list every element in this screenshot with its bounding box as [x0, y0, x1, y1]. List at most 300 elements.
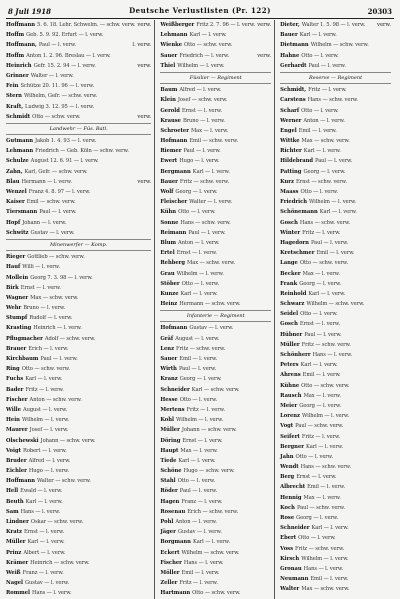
list-entry: [280, 462, 391, 472]
entry-name: Kühne: [280, 382, 300, 389]
list-entry: [280, 513, 391, 523]
entry-status: verw.: [377, 22, 391, 28]
entry-details: Fritz — l. verw.: [186, 406, 225, 413]
entry-name: Krause: [160, 117, 181, 124]
list-entry: [160, 20, 271, 30]
entry-details: Max — l. verw.: [180, 447, 218, 454]
entry-details: Adolf — schw. verw.: [44, 335, 96, 342]
list-entry: [6, 30, 151, 40]
list-entry: [6, 273, 151, 283]
entry-name: Baum: [160, 87, 178, 94]
entry-details: Franz 4. 8. 97 — l. verw.: [28, 189, 91, 195]
entry-name: Schönemann: [280, 209, 318, 216]
list-entry: [6, 177, 151, 187]
entry-name: Nagel: [6, 580, 24, 587]
entry-name: Rommel: [6, 590, 31, 597]
entry-details: Karl — l. verw.: [300, 362, 338, 369]
list-entry: [6, 476, 151, 486]
list-entry: [280, 584, 391, 594]
entry-details: Karl — l. verw.: [192, 168, 230, 175]
entry-name: Kranz: [160, 376, 178, 383]
entry-name: Gronau: [280, 565, 302, 572]
entry-details: Emil — l. verw.: [310, 576, 349, 583]
entry-name: Dieter,: [280, 22, 300, 28]
list-entry: [6, 146, 151, 156]
entry-name: Stöber: [160, 280, 180, 287]
list-entry: [6, 415, 151, 425]
entry-name: Bruder: [6, 457, 27, 464]
entry-details: Johann — schw. verw.: [181, 427, 237, 434]
list-entry: [280, 218, 391, 228]
entry-name: Hoffmann: [6, 22, 36, 28]
entry-details: Rudolf — l. verw.: [29, 315, 73, 322]
entry-name: Kratz: [6, 529, 22, 536]
entry-name: Pflugmacher: [6, 335, 43, 342]
entry-details: Otto — l. verw.: [301, 52, 339, 59]
entry-name: Birk: [6, 284, 19, 291]
entry-details: Willi — l. verw.: [22, 264, 60, 271]
list-entry: [160, 578, 271, 588]
entry-name: Rieger: [6, 254, 26, 261]
list-entry: [160, 466, 271, 476]
list-entry: [6, 354, 151, 364]
entry-name: Schmidt: [6, 113, 31, 120]
entry-name: Krämer: [6, 559, 29, 566]
list-entry: [6, 293, 151, 303]
entry-details: Hans — l. verw.: [303, 565, 344, 572]
column-2: [160, 20, 275, 599]
entry-details: Alfred — l. verw.: [179, 87, 222, 94]
list-entry: [6, 81, 151, 91]
section-heading: Landwehr — Füs. Batl.: [6, 123, 151, 135]
entry-details: Gustav — l. verw.: [30, 229, 75, 236]
entry-details: Hans — schw. verw.: [299, 219, 351, 226]
list-entry: [6, 91, 151, 101]
entry-name: Rehberg: [160, 260, 186, 267]
entry-details: Ernst — l. verw.: [176, 250, 217, 257]
entry-details: Erich — l. verw.: [28, 345, 69, 352]
entry-status: verw.: [137, 113, 152, 120]
entry-name: Neumann: [280, 576, 309, 583]
list-entry: [6, 588, 151, 598]
entry-name: Hartmann: [160, 590, 191, 597]
entry-name: Hoffmann: [6, 478, 36, 485]
list-entry: [280, 40, 391, 50]
entry-details: Hans — l. verw.: [183, 559, 224, 566]
list-entry: [6, 323, 151, 333]
list-entry: [160, 436, 271, 446]
entry-details: Paul — l. verw.: [39, 209, 77, 216]
entry-name: Kirsch: [280, 555, 300, 562]
list-entry: [280, 95, 391, 105]
list-entry: [6, 537, 151, 547]
list-entry: [280, 228, 391, 238]
entry-details: Fritz — schw. verw.: [295, 545, 345, 552]
entry-details: Anton — l. verw.: [175, 519, 217, 525]
entry-details: Karl — l. verw.: [178, 457, 216, 464]
list-entry: [160, 548, 271, 558]
entry-details: August 12. 6. 91 — l. verw.: [30, 158, 99, 165]
list-entry: [280, 126, 391, 136]
entry-name: Schwitz: [6, 229, 29, 236]
entry-name: Carstens: [280, 97, 306, 104]
entry-name: Gosch: [280, 321, 298, 328]
list-entry: [160, 558, 271, 568]
entry-details: Emil — l. verw.: [316, 250, 355, 257]
list-entry: [6, 558, 151, 568]
entry-details: Gustav — l. verw.: [177, 529, 222, 536]
entry-name: Weißberger: [160, 22, 195, 28]
entry-details: Anton 1. 2. 96. Breslau — l. verw.: [26, 52, 111, 59]
entry-details: Hans — schw. verw.: [180, 219, 231, 226]
list-entry: [160, 136, 271, 146]
entry-details: Hugo — schw. verw.: [183, 468, 235, 475]
entry-name: Ring: [6, 366, 20, 373]
list-entry: [160, 218, 271, 228]
list-entry: [6, 167, 151, 177]
entry-name: Thiel: [160, 62, 176, 69]
entry-details: Gustav — l. verw.: [189, 325, 234, 332]
entry-details: Otto — l. verw.: [181, 280, 220, 287]
list-entry: [280, 146, 391, 156]
entry-name: Scharf: [280, 107, 300, 114]
list-entry: [280, 30, 391, 40]
entry-details: Hans — l. verw.: [312, 352, 353, 358]
entry-name: Rausch: [280, 392, 302, 399]
entry-details: Anton — schw. verw.: [29, 396, 82, 403]
list-entry: [6, 262, 151, 272]
entry-details: Hans — schw. verw.: [307, 97, 358, 104]
entry-details: Paul — l. verw.: [310, 239, 349, 246]
list-entry: [280, 269, 391, 279]
entry-details: Ernst — schw. verw.: [296, 178, 347, 185]
page-header: [6, 6, 394, 19]
entry-details: Wilhelm — l. verw.: [309, 199, 357, 206]
entry-details: Johann — schw. verw.: [40, 437, 96, 444]
entry-details: Otto — l. verw.: [178, 209, 216, 216]
list-entry: [280, 544, 391, 554]
list-entry: [160, 269, 271, 279]
list-entry: [280, 197, 391, 207]
list-entry: [280, 554, 391, 564]
list-entry: [160, 177, 271, 187]
list-entry: [280, 20, 391, 30]
entry-name: Borgmann: [160, 539, 191, 546]
entry-details: Georg — l. verw.: [299, 280, 342, 287]
entry-details: Walter 1. 5. 98 — l. verw.: [301, 22, 366, 28]
entry-name: Walter: [280, 586, 300, 593]
entry-name: Mertens: [160, 406, 185, 413]
list-entry: [160, 51, 271, 61]
entry-name: Bergner: [280, 443, 304, 450]
entry-details: Otto — l. verw.: [301, 107, 339, 114]
entry-details: Hans — l. verw.: [20, 508, 61, 515]
entry-name: Weiß: [6, 569, 21, 576]
entry-name: Sam: [6, 508, 19, 515]
list-entry: [6, 334, 151, 344]
entry-name: Döring: [160, 437, 181, 444]
list-entry: [160, 497, 271, 507]
section-heading: Infanterie — Regiment: [160, 310, 271, 322]
list-entry: [6, 197, 151, 207]
entry-name: Heinz: [160, 301, 178, 308]
list-entry: [160, 299, 271, 309]
entry-name: Vogt: [280, 423, 294, 430]
list-entry: [160, 61, 271, 71]
list-entry: [160, 354, 271, 364]
list-entry: [160, 385, 271, 395]
text-columns: [6, 20, 394, 597]
entry-name: Hahne: [280, 52, 300, 59]
entry-details: Otto — l. verw.: [177, 478, 216, 485]
entry-name: Bauer: [280, 32, 298, 39]
list-entry: [280, 432, 391, 442]
entry-details: Otto — schw. verw.: [299, 260, 349, 267]
entry-name: Schneider: [160, 386, 190, 393]
entry-name: Eichler: [6, 468, 27, 475]
list-entry: [280, 330, 391, 340]
entry-name: Kirchbaum: [6, 356, 39, 362]
entry-details: Ernst — l. verw.: [296, 474, 337, 481]
entry-details: Gustav — l. verw.: [25, 580, 69, 587]
list-entry: [280, 106, 391, 116]
entry-name: Schroeter: [160, 127, 189, 134]
entry-name: Maass: [280, 189, 299, 195]
entry-details: Max — l. verw.: [303, 494, 341, 501]
list-entry: [6, 136, 151, 146]
entry-details: Hans — l. verw.: [32, 590, 72, 597]
list-entry: [160, 167, 271, 177]
entry-details: Fritz — schw. verw.: [176, 345, 226, 352]
entry-name: Albrecht: [280, 484, 306, 491]
entry-name: Gerold: [160, 107, 180, 114]
list-entry: [160, 197, 271, 207]
entry-details: Franz — l. verw.: [181, 498, 223, 505]
list-entry: [160, 258, 271, 268]
list-entry: [160, 446, 271, 456]
entry-details: Erich — schw. verw.: [187, 508, 238, 515]
entry-details: Gefr. 15. 2. 94 — l. verw.: [33, 62, 96, 69]
entry-name: Kurz: [280, 178, 294, 185]
column-3: [280, 20, 394, 599]
entry-details: Wilhelm — schw. verw.: [310, 42, 369, 49]
entry-details: Ernst — l. verw.: [20, 284, 61, 291]
entry-details: Paul — l. verw.: [179, 488, 218, 495]
entry-name: Hennig: [280, 494, 302, 501]
list-entry: [280, 340, 391, 350]
list-entry: [280, 360, 391, 370]
entry-name: Reimann: [160, 229, 187, 236]
list-entry: [6, 374, 151, 384]
list-entry: [160, 228, 271, 238]
entry-details: Fritz — l. verw.: [301, 433, 341, 440]
list-entry: [160, 456, 271, 466]
entry-details: Max — schw. verw.: [301, 138, 350, 145]
entry-details: Georg — l. verw.: [303, 168, 346, 175]
entry-details: Emil — schw. verw.: [26, 199, 76, 206]
entry-details: Otto — schw. verw.: [192, 590, 241, 597]
list-entry: [280, 279, 391, 289]
entry-name: Hell: [6, 488, 19, 495]
entry-name: Frank: [280, 280, 298, 287]
entry-details: Karl — l. verw.: [180, 290, 218, 297]
entry-details: Fritz — l. verw.: [308, 87, 347, 94]
list-entry: [160, 334, 271, 344]
entry-status: verw.: [137, 178, 152, 185]
entry-name: Hildebrand: [280, 158, 314, 165]
entry-status: verw.: [137, 62, 152, 69]
list-entry: [160, 323, 271, 333]
entry-name: Lehmann: [160, 32, 188, 39]
entry-details: Otto — l. verw.: [295, 453, 333, 460]
entry-details: Robert — l. verw.: [23, 447, 67, 454]
entry-name: Ewert: [160, 158, 178, 165]
entry-name: Wolf: [160, 189, 174, 195]
entry-name: Schöne: [160, 468, 182, 475]
list-entry: [160, 156, 271, 166]
entry-name: Schneider: [280, 525, 310, 532]
entry-details: Wilhelm — schw. verw.: [181, 549, 240, 556]
entry-status: verw.: [257, 22, 272, 28]
entry-name: Zahn,: [6, 168, 23, 175]
entry-details: Oskar — schw. verw.: [30, 519, 84, 525]
list-entry: [6, 303, 151, 313]
list-entry: [6, 436, 151, 446]
entry-name: Kraft,: [6, 103, 24, 110]
list-entry: [6, 466, 151, 476]
list-entry: [160, 238, 271, 248]
list-entry: [6, 456, 151, 466]
entry-details: Paul — l. verw.: [188, 229, 226, 236]
entry-details: Bruno — l. verw.: [23, 305, 66, 312]
entry-name: Schönherr: [280, 352, 311, 358]
entry-details: Karl — schw. verw.: [191, 386, 240, 393]
section-heading: Füsilier — Regiment: [160, 72, 271, 84]
list-entry: [160, 527, 271, 537]
entry-name: Gerhardt: [280, 62, 307, 69]
entry-details: Otto — schw. verw.: [184, 42, 233, 49]
list-entry: [280, 472, 391, 482]
entry-name: Fischer: [160, 559, 182, 566]
entry-details: Wilhelm — l. verw.: [177, 62, 225, 69]
list-entry: [280, 156, 391, 166]
entry-details: Fritz — schw. verw.: [179, 178, 230, 185]
list-entry: [280, 411, 391, 421]
entry-details: Hermann — schw. verw.: [179, 301, 241, 308]
list-entry: [160, 405, 271, 415]
list-entry: [280, 319, 391, 329]
entry-name: Sauer: [160, 52, 178, 59]
list-entry: [6, 486, 151, 496]
entry-details: Heinrich — schw. verw.: [30, 559, 90, 566]
entry-details: Georg — l. verw.: [299, 402, 342, 409]
entry-name: Hoffm: [6, 52, 25, 59]
entry-name: Blau: [6, 178, 20, 185]
entry-name: Maurer: [6, 427, 28, 434]
entry-details: Walter — schw. verw.: [37, 478, 91, 485]
list-entry: [6, 40, 151, 50]
entry-details: Paul — l. verw.: [40, 356, 78, 362]
entry-name: Wienke: [160, 42, 183, 49]
entry-name: Schmidt,: [280, 87, 307, 94]
entry-name: Jahn: [280, 453, 294, 460]
entry-name: Tiede: [160, 457, 177, 464]
list-entry: [6, 112, 151, 122]
entry-details: August — l. verw.: [22, 406, 68, 413]
list-entry: [280, 116, 391, 126]
list-entry: [6, 425, 151, 435]
entry-name: Ahrens: [280, 372, 301, 379]
entry-details: Karl — l. verw.: [27, 539, 65, 546]
entry-details: Friedrich — Geb. Köln — schw. verw.: [35, 148, 129, 155]
entry-name: Lenz: [160, 345, 175, 352]
list-entry: [6, 252, 151, 262]
list-entry: [160, 279, 271, 289]
entry-name: Müller: [280, 341, 300, 348]
list-entry: [6, 385, 151, 395]
list-entry: [6, 207, 151, 217]
entry-details: Karl — l. verw.: [308, 290, 346, 297]
entry-details: Karl — l. verw.: [189, 32, 227, 39]
entry-name: Lorenz: [280, 413, 300, 420]
list-entry: [160, 395, 271, 405]
entry-name: Kunze: [160, 290, 179, 297]
entry-details: Gottlieb — schw. verw.: [27, 254, 85, 261]
entry-name: Kühn: [160, 209, 177, 216]
entry-name: Patting: [280, 168, 302, 175]
entry-name: Meier: [280, 402, 298, 409]
entry-name: Wille: [6, 406, 21, 413]
entry-name: Ertel: [160, 250, 175, 257]
list-entry: [280, 564, 391, 574]
entry-details: Max — schw. verw.: [30, 294, 79, 301]
entry-name: Gutmann: [6, 138, 33, 145]
entry-name: Engel: [280, 127, 297, 134]
entry-details: Emil — l. verw.: [298, 127, 337, 134]
list-entry: [280, 248, 391, 258]
list-entry: [160, 289, 271, 299]
list-entry: [280, 523, 391, 533]
entry-details: Otto — schw. verw.: [301, 382, 350, 389]
entry-name: Hopf: [6, 219, 21, 226]
entry-name: Sonne: [160, 219, 179, 226]
section-heading: Reserve — Regiment: [280, 72, 391, 84]
entry-name: Grau: [160, 270, 175, 277]
entry-name: Wirth: [160, 366, 177, 373]
list-entry: [280, 51, 391, 61]
entry-name: Wendt: [280, 464, 299, 471]
entry-details: Schütze 20. 11. 96 — l. verw.: [20, 83, 95, 90]
entry-name: Gräf: [160, 335, 174, 342]
list-entry: [160, 588, 271, 598]
entry-name: Fuchs: [6, 376, 24, 383]
column-1: [6, 20, 155, 599]
list-entry: [160, 116, 271, 126]
entry-details: Anton — l. verw.: [303, 117, 345, 124]
entry-details: Wilhelm — l. verw.: [301, 555, 349, 562]
entry-details: Ernst — l. verw.: [23, 529, 65, 536]
entry-name: Winter: [280, 229, 301, 236]
entry-details: Franz — l. verw.: [22, 569, 64, 576]
entry-details: Paul — l. verw.: [183, 148, 221, 155]
entry-details: Otto — schw. verw.: [32, 113, 81, 120]
entry-name: Zeller: [160, 580, 178, 587]
entry-name: Hoffm: [6, 32, 25, 39]
entry-name: Voigt: [6, 447, 22, 454]
list-entry: [6, 51, 151, 61]
entry-details: Albert — l. verw.: [23, 549, 66, 556]
list-entry: [280, 401, 391, 411]
